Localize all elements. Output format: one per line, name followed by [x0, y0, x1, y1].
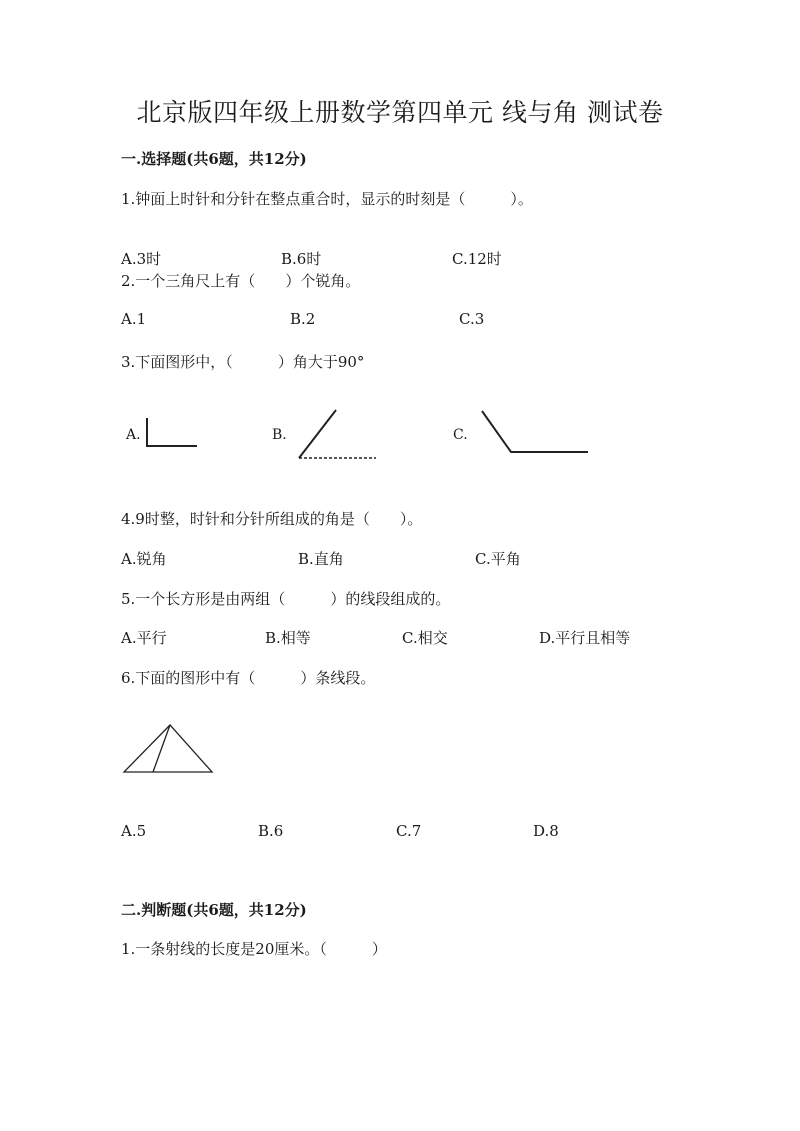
q5-option-d: D.平行且相等 — [539, 629, 631, 647]
q2-option-c: C.3 — [459, 310, 485, 328]
q4-option-b: B.直角 — [298, 550, 344, 568]
question-4: 4.9时整，时针和分针所组成的角是（ ）。 — [121, 510, 423, 528]
q1-option-b: B.6时 — [281, 250, 322, 268]
q4-option-a: A.锐角 — [121, 550, 167, 568]
question-5: 5.一个长方形是由两组（ ）的线段组成的。 — [121, 590, 451, 608]
q1-option-a: A.3时 — [121, 250, 162, 268]
page-title: 北京版四年级上册数学第四单元 线与角 测试卷 — [136, 98, 664, 127]
q3-option-a-label: A. — [126, 427, 141, 443]
judge-question-1: 1.一条射线的长度是20厘米。（ ） — [121, 940, 387, 958]
question-3: 3.下面图形中，（ ）角大于90° — [121, 353, 365, 371]
q2-option-a: A.1 — [121, 310, 147, 328]
q4-option-c: C.平角 — [475, 550, 521, 568]
q5-option-b: B.相等 — [265, 629, 311, 647]
q2-option-b: B.2 — [290, 310, 316, 328]
q6-option-c: C.7 — [396, 822, 422, 840]
q6-option-d: D.8 — [533, 822, 559, 840]
q5-option-c: C.相交 — [402, 629, 448, 647]
q6-option-b: B.6 — [258, 822, 284, 840]
q6-option-a: A.5 — [121, 822, 147, 840]
q5-option-a: A.平行 — [121, 629, 167, 647]
q3-option-b-label: B. — [272, 427, 287, 443]
question-1: 1.钟面上时针和分针在整点重合时，显示的时刻是（ ）。 — [121, 190, 533, 208]
section-heading-judge: 二.判断题(共6题，共12分) — [121, 901, 307, 919]
question-6: 6.下面的图形中有（ ）条线段。 — [121, 669, 376, 687]
section-heading-choice: 一.选择题(共6题，共12分) — [121, 150, 307, 168]
q3-option-c-label: C. — [453, 427, 468, 443]
question-2: 2.一个三角尺上有（ ）个锐角。 — [121, 272, 361, 290]
q1-option-c: C.12时 — [452, 250, 502, 268]
